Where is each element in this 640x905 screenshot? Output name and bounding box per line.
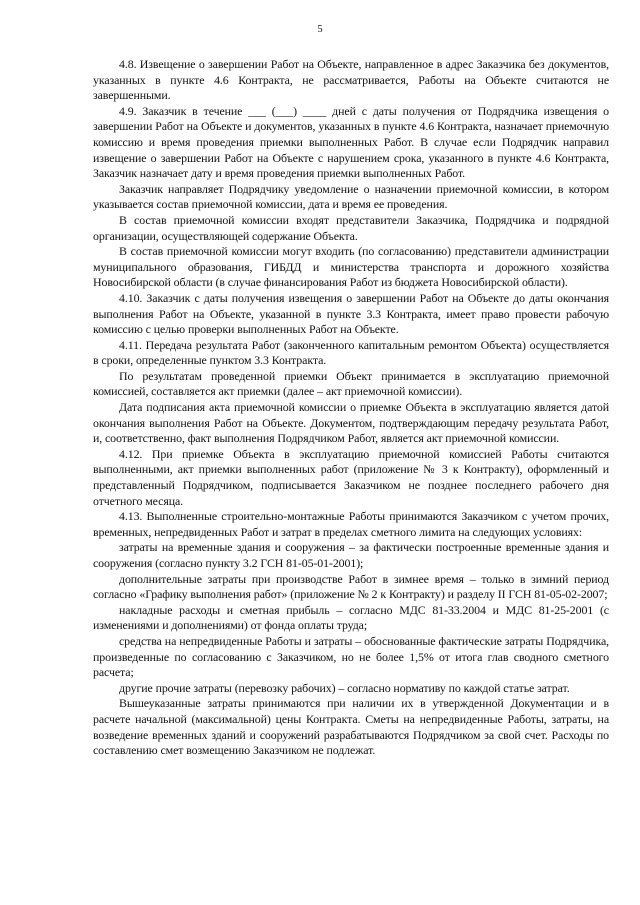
acceptance-date-paragraph: Дата подписания акта приемочной комиссии о приемке Объекта в эксплуатацию является датой окончания выполнения Работ на Объекте. Документом, подтверждающим передачу результата Работ, и, соответственно, факт выполнения Подрядчиком Работ, является акт приемочной комиссии. — [93, 400, 609, 446]
commission-notice-paragraph: Заказчик направляет Подрядчику уведомление о назначении приемочной комиссии, в котором указывается состав приемочной комиссии, дата и время ее проведения. — [93, 181, 609, 212]
acceptance-result-paragraph: По результатам проведенной приемки Объект принимается в эксплуатацию приемочной комиссией, составляется акт приемки (далее – акт приемочной комиссии). — [93, 368, 609, 399]
clause-4-9: 4.9. Заказчик в течение ___ (___) ____ дней с даты получения от Подрядчика извещения о завершении Работ на Объекте и документов, указанных в пункте 4.6 Контракта, назначает приемочную комиссию и время проведения приемки выполненных Работ. В случае если Подрядчик направил извещение о завершении Работ на Объекте с нарушением срока, указанного в пункте 4.6 Контракта, Заказчик назначает дату и время проведения приемки выполненных Работ. — [93, 103, 609, 181]
winter-costs-paragraph: дополнительные затраты при производстве Работ в зимнее время – только в зимний период согласно «Графику выполнения работ» (приложение № 2 к Контракту) и разделу II ГСН 81-05-02-2007; — [93, 571, 609, 602]
clause-4-10: 4.10. Заказчик с даты получения извещения о завершении Работ на Объекте до даты окончания выполнения Работ на Объекте, указанной в пункте 3.3 Контракта, имеет право провести рабочую комиссию с целью проверки выполненных Работ на Объекте. — [93, 290, 609, 337]
document-body — [93, 57, 609, 759]
documentation-costs-paragraph: Вышеуказанные затраты принимаются при наличии их в утвержденной Документации и в расчете начальной (максимальной) цены Контракта. Сметы на непредвиденные Работы, затраты, на возведение временных зданий и сооружений разрабатываются Подрядчиком за свой счет. Расходы по составлению смет возмещению Заказчиком не подлежат. — [93, 696, 609, 758]
commission-members-paragraph: В состав приемочной комиссии входят представители Заказчика, Подрядчика и подрядной организации, осуществляющей содержание Объекта. — [93, 212, 609, 243]
clause-4-11: 4.11. Передача результата Работ (законченного капитальным ремонтом Объекта) осуществляется в сроки, определенные пунктом 3.3 Контракта. — [93, 337, 609, 368]
page-number: 5 — [317, 24, 323, 35]
clause-4-13: 4.13. Выполненные строительно-монтажные Работы принимаются Заказчиком с учетом прочих, временных, непредвиденных Работ и затрат в пределах сметного лимита на следующих условиях: — [93, 509, 609, 539]
contingency-costs-paragraph: средства на непредвиденные Работы и затраты – обоснованные фактические затраты Подрядчика, произведенные по согласованию с Заказчиком, но не более 1,5% от итога глав сводного сметного расчета; — [93, 633, 609, 680]
clause-4-8: 4.8. Извещение о завершении Работ на Объекте, направленное в адрес Заказчика без документов, указанных в пункте 4.6 Контракта, не рассматривается, Работы на Объекте считаются не завершенными. — [93, 57, 609, 103]
clause-4-12: 4.12. При приемке Объекта в эксплуатацию приемочной комиссией Работы считаются выполненными, акт приемки выполненных работ (приложение № 3 к Контракту), оформленный и представленный Подрядчиком, подписывается Заказчиком не позднее последнего рабочего дня отчетного месяца. — [93, 446, 609, 508]
commission-optional-members-paragraph: В состав приемочной комиссии могут входить (по согласованию) представители администрации муниципального образования, ГИБДД и министерства транспорта и дорожного хозяйства Новосибирской области (в случае финансирования Работ из бюджета Новосибирской области). — [93, 244, 609, 290]
other-costs-paragraph: другие прочие затраты (перевозку рабочих) – согласно нормативу по каждой статье затрат. — [119, 680, 570, 695]
temporary-buildings-paragraph: затраты на временные здания и сооружения – за фактически построенные временные здания и сооружения (согласно пункту 3.2 ГСН 81-05-01-2001); — [93, 540, 609, 570]
overhead-profit-paragraph: накладные расходы и сметная прибыль – согласно МДС 81-33.2004 и МДС 81-25-2001 (с изменениями и дополнениями) от фонда оплаты труда; — [93, 602, 609, 633]
